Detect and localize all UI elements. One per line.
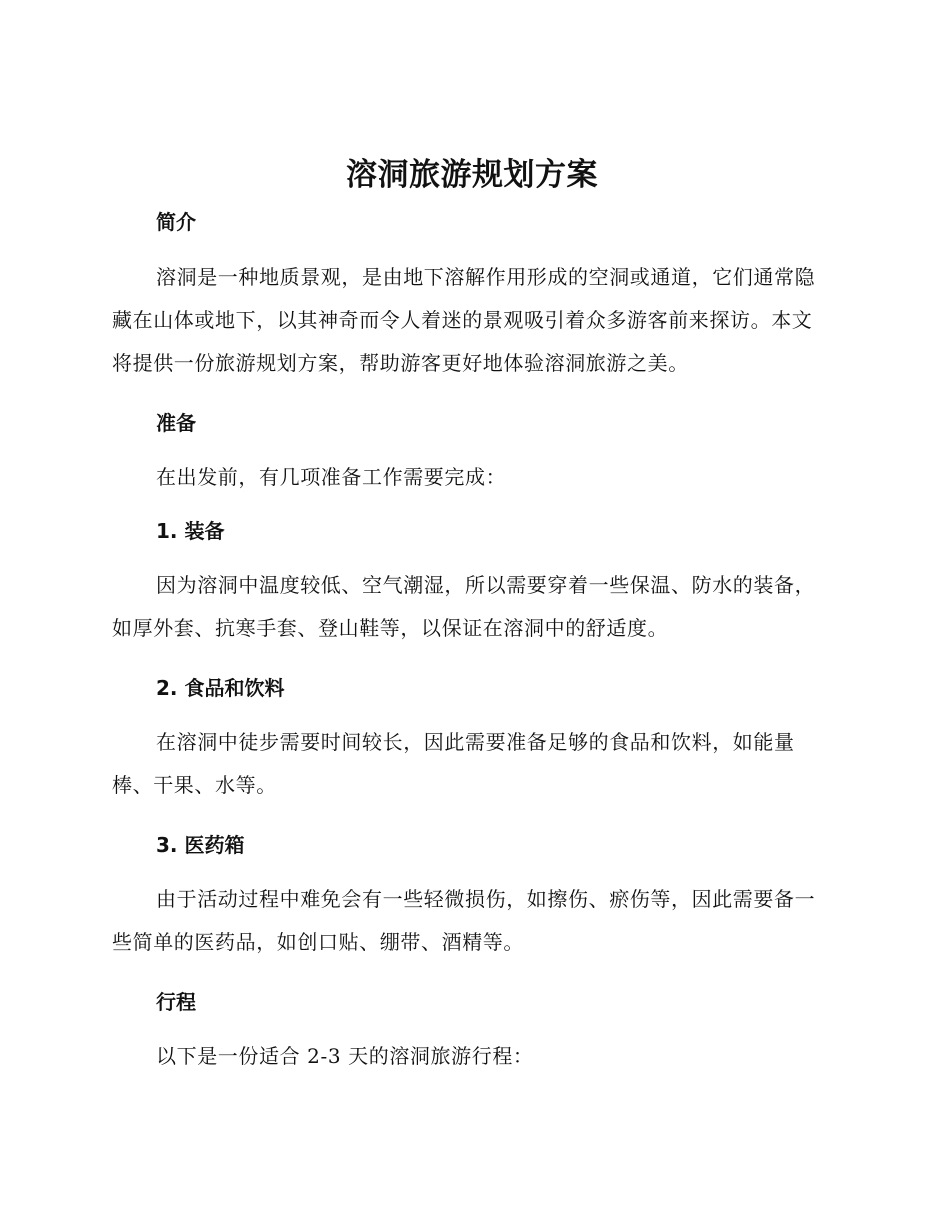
paragraph-medical: 由于活动过程中难免会有一些轻微损伤，如擦伤、瘀伤等，因此需要备一些简单的医药品，如创口贴、绷带、酒精等。 [112, 887, 816, 954]
subheading-equipment: 1. 装备 [156, 519, 225, 543]
section-heading-itinerary: 行程 [156, 990, 196, 1014]
paragraph-intro: 溶洞是一种地质景观，是由地下溶解作用形成的空洞或通道，它们通常隐藏在山体或地下，以其神奇而令人着迷的景观吸引着众多游客前来探访。本文将提供一份旅游规划方案，帮助游客更好地体验溶洞旅游之美。 [112, 265, 816, 375]
section-heading-intro: 简介 [156, 210, 196, 234]
paragraph-prep: 在出发前，有几项准备工作需要完成： [156, 465, 507, 489]
paragraph-equipment: 因为溶洞中温度较低、空气潮湿，所以需要穿着一些保温、防水的装备，如厚外套、抗寒手套、登山鞋等，以保证在溶洞中的舒适度。 [112, 573, 816, 640]
subheading-food: 2. 食品和饮料 [156, 676, 285, 700]
paragraph-food: 在溶洞中徒步需要时间较长，因此需要准备足够的食品和饮料，如能量棒、干果、水等。 [112, 730, 795, 797]
document-page [112, 150, 832, 1078]
page-title: 溶洞旅游规划方案 [346, 157, 598, 193]
paragraph-itinerary: 以下是一份适合 2-3 天的溶洞旅游行程： [156, 1044, 534, 1068]
section-heading-prep: 准备 [156, 411, 196, 435]
subheading-medical: 3. 医药箱 [156, 833, 245, 857]
